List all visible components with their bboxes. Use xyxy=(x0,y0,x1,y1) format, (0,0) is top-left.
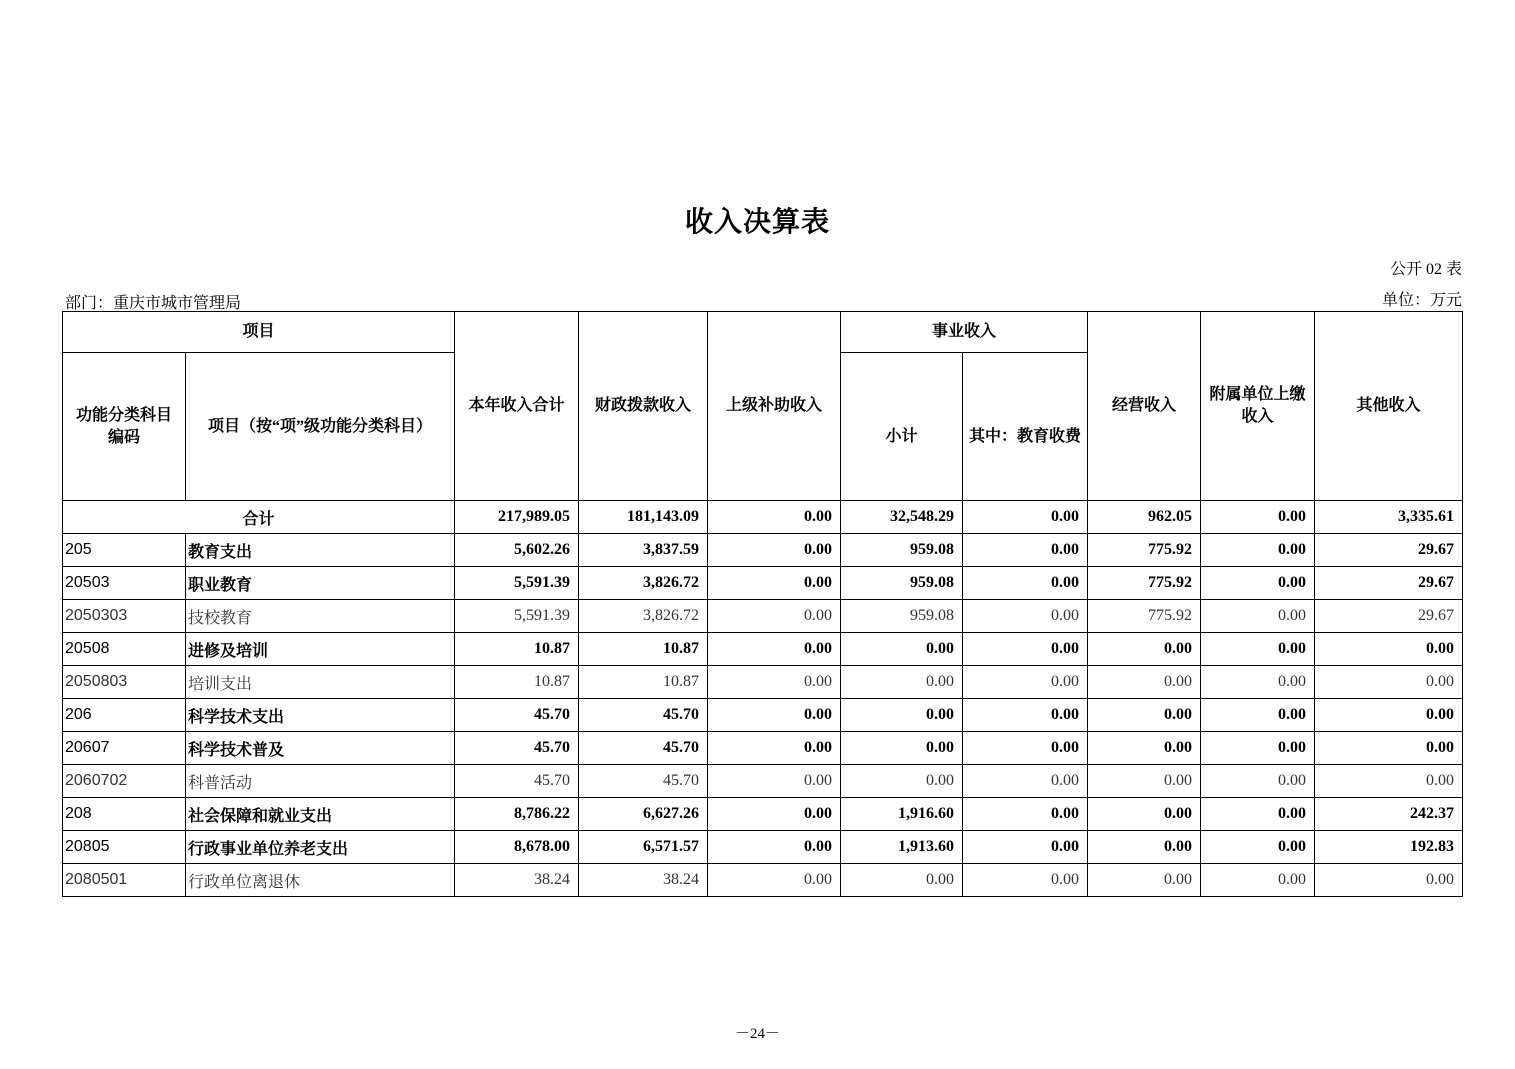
total-value: 181,143.09 xyxy=(579,501,708,534)
row-value: 45.70 xyxy=(579,765,708,798)
row-name: 科学技术普及 xyxy=(186,732,455,765)
row-name: 培训支出 xyxy=(186,666,455,699)
row-value: 0.00 xyxy=(1315,666,1463,699)
table-row xyxy=(63,600,1463,633)
row-value: 0.00 xyxy=(1088,699,1201,732)
row-code: 205 xyxy=(63,534,186,567)
row-value: 10.87 xyxy=(455,633,579,666)
row-value: 0.00 xyxy=(1201,699,1315,732)
row-value: 0.00 xyxy=(708,600,841,633)
row-value: 3,826.72 xyxy=(579,567,708,600)
row-value: 959.08 xyxy=(841,567,963,600)
row-value: 0.00 xyxy=(963,567,1088,600)
row-value: 0.00 xyxy=(963,831,1088,864)
row-code: 2050303 xyxy=(63,600,186,633)
row-value: 0.00 xyxy=(963,765,1088,798)
row-code: 20805 xyxy=(63,831,186,864)
header-education-fee: 其中：教育收费 xyxy=(963,353,1088,501)
row-value: 3,826.72 xyxy=(579,600,708,633)
table-row xyxy=(63,732,1463,765)
header-name: 项目（按“项”级功能分类科目） xyxy=(186,353,455,501)
row-code: 2050803 xyxy=(63,666,186,699)
row-value: 0.00 xyxy=(1088,732,1201,765)
table-row xyxy=(63,534,1463,567)
row-value: 6,571.57 xyxy=(579,831,708,864)
row-name: 行政事业单位养老支出 xyxy=(186,831,455,864)
table-row xyxy=(63,831,1463,864)
row-value: 45.70 xyxy=(579,732,708,765)
income-statement-table xyxy=(62,311,1463,897)
row-value: 0.00 xyxy=(1201,864,1315,897)
row-name: 进修及培训 xyxy=(186,633,455,666)
header-other: 其他收入 xyxy=(1315,312,1463,501)
row-value: 0.00 xyxy=(708,765,841,798)
row-value: 0.00 xyxy=(841,666,963,699)
row-name: 科普活动 xyxy=(186,765,455,798)
table-row xyxy=(63,864,1463,897)
row-value: 0.00 xyxy=(963,534,1088,567)
header-operating: 经营收入 xyxy=(1088,312,1201,501)
row-value: 6,627.26 xyxy=(579,798,708,831)
row-value: 0.00 xyxy=(1088,765,1201,798)
header-fiscal: 财政拨款收入 xyxy=(579,312,708,501)
row-value: 0.00 xyxy=(708,864,841,897)
row-code: 20607 xyxy=(63,732,186,765)
row-value: 0.00 xyxy=(841,699,963,732)
header-code: 功能分类科目编码 xyxy=(63,353,186,501)
row-value: 0.00 xyxy=(841,732,963,765)
row-value: 8,786.22 xyxy=(455,798,579,831)
row-value: 0.00 xyxy=(1201,765,1315,798)
row-name: 社会保障和就业支出 xyxy=(186,798,455,831)
total-value: 32,548.29 xyxy=(841,501,963,534)
row-value: 0.00 xyxy=(1201,567,1315,600)
header-total-income: 本年收入合计 xyxy=(455,312,579,501)
row-name: 技校教育 xyxy=(186,600,455,633)
row-value: 0.00 xyxy=(1201,831,1315,864)
row-value: 1,916.60 xyxy=(841,798,963,831)
row-value: 0.00 xyxy=(708,699,841,732)
row-name: 职业教育 xyxy=(186,567,455,600)
table-row xyxy=(63,798,1463,831)
row-value: 0.00 xyxy=(1088,798,1201,831)
unit-label: 单位：万元 xyxy=(1381,292,1462,309)
row-code: 208 xyxy=(63,798,186,831)
row-value: 38.24 xyxy=(579,864,708,897)
total-row xyxy=(63,501,1463,534)
row-value: 192.83 xyxy=(1315,831,1463,864)
row-value: 45.70 xyxy=(455,699,579,732)
total-value: 0.00 xyxy=(1201,501,1315,534)
header-superior: 上级补助收入 xyxy=(708,312,841,501)
row-value: 3,837.59 xyxy=(579,534,708,567)
row-value: 0.00 xyxy=(708,567,841,600)
department-label: 部门：重庆市城市管理局 xyxy=(65,295,242,312)
row-value: 0.00 xyxy=(963,732,1088,765)
row-value: 45.70 xyxy=(455,732,579,765)
row-code: 20503 xyxy=(63,567,186,600)
row-value: 0.00 xyxy=(963,864,1088,897)
row-value: 0.00 xyxy=(963,633,1088,666)
row-value: 45.70 xyxy=(455,765,579,798)
row-value: 0.00 xyxy=(1315,864,1463,897)
row-code: 2060702 xyxy=(63,765,186,798)
row-value: 0.00 xyxy=(841,864,963,897)
row-value: 5,591.39 xyxy=(455,567,579,600)
table-body xyxy=(63,501,1463,897)
row-value: 0.00 xyxy=(708,732,841,765)
row-code: 2080501 xyxy=(63,864,186,897)
row-value: 0.00 xyxy=(1315,732,1463,765)
row-value: 0.00 xyxy=(1201,732,1315,765)
row-value: 38.24 xyxy=(455,864,579,897)
row-value: 0.00 xyxy=(1088,666,1201,699)
row-value: 0.00 xyxy=(1201,666,1315,699)
row-value: 0.00 xyxy=(1315,765,1463,798)
row-value: 0.00 xyxy=(708,666,841,699)
row-value: 0.00 xyxy=(1201,600,1315,633)
row-value: 775.92 xyxy=(1088,567,1201,600)
row-value: 0.00 xyxy=(963,600,1088,633)
row-value: 242.37 xyxy=(1315,798,1463,831)
row-code: 20508 xyxy=(63,633,186,666)
row-code: 206 xyxy=(63,699,186,732)
row-value: 959.08 xyxy=(841,534,963,567)
row-value: 775.92 xyxy=(1088,600,1201,633)
row-value: 0.00 xyxy=(963,798,1088,831)
row-value: 10.87 xyxy=(455,666,579,699)
header-item: 项目 xyxy=(63,312,455,353)
table-row xyxy=(63,666,1463,699)
row-value: 0.00 xyxy=(1315,699,1463,732)
form-number: 公开 02 表 xyxy=(1389,261,1462,278)
total-value: 3,335.61 xyxy=(1315,501,1463,534)
row-value: 29.67 xyxy=(1315,534,1463,567)
row-value: 0.00 xyxy=(1201,633,1315,666)
row-value: 10.87 xyxy=(579,633,708,666)
row-value: 0.00 xyxy=(708,798,841,831)
report-title: 收入决算表 xyxy=(684,207,830,238)
row-value: 775.92 xyxy=(1088,534,1201,567)
row-name: 行政单位离退休 xyxy=(186,864,455,897)
row-value: 10.87 xyxy=(579,666,708,699)
row-name: 科学技术支出 xyxy=(186,699,455,732)
total-value: 0.00 xyxy=(708,501,841,534)
total-value: 0.00 xyxy=(963,501,1088,534)
row-value: 0.00 xyxy=(963,699,1088,732)
row-value: 0.00 xyxy=(708,831,841,864)
total-label: 合计 xyxy=(63,501,455,534)
row-value: 0.00 xyxy=(708,534,841,567)
row-value: 5,602.26 xyxy=(455,534,579,567)
row-value: 1,913.60 xyxy=(841,831,963,864)
row-value: 0.00 xyxy=(708,633,841,666)
total-value: 962.05 xyxy=(1088,501,1201,534)
total-value: 217,989.05 xyxy=(455,501,579,534)
row-value: 0.00 xyxy=(1315,633,1463,666)
row-value: 0.00 xyxy=(1201,798,1315,831)
row-value: 0.00 xyxy=(841,633,963,666)
row-value: 45.70 xyxy=(579,699,708,732)
row-value: 0.00 xyxy=(1088,864,1201,897)
row-value: 0.00 xyxy=(963,666,1088,699)
row-value: 0.00 xyxy=(841,765,963,798)
header-affiliated: 附属单位上缴收入 xyxy=(1201,312,1315,501)
row-value: 5,591.39 xyxy=(455,600,579,633)
table-row xyxy=(63,567,1463,600)
row-value: 0.00 xyxy=(1201,534,1315,567)
table-row xyxy=(63,699,1463,732)
row-value: 0.00 xyxy=(1088,831,1201,864)
page-number: －24－ xyxy=(734,1026,780,1042)
row-value: 0.00 xyxy=(1088,633,1201,666)
header-business: 事业收入 xyxy=(841,312,1088,353)
row-value: 959.08 xyxy=(841,600,963,633)
header-subtotal: 小计 xyxy=(841,353,963,501)
row-value: 29.67 xyxy=(1315,567,1463,600)
row-value: 8,678.00 xyxy=(455,831,579,864)
table-row xyxy=(63,633,1463,666)
table-row xyxy=(63,765,1463,798)
row-name: 教育支出 xyxy=(186,534,455,567)
row-value: 29.67 xyxy=(1315,600,1463,633)
